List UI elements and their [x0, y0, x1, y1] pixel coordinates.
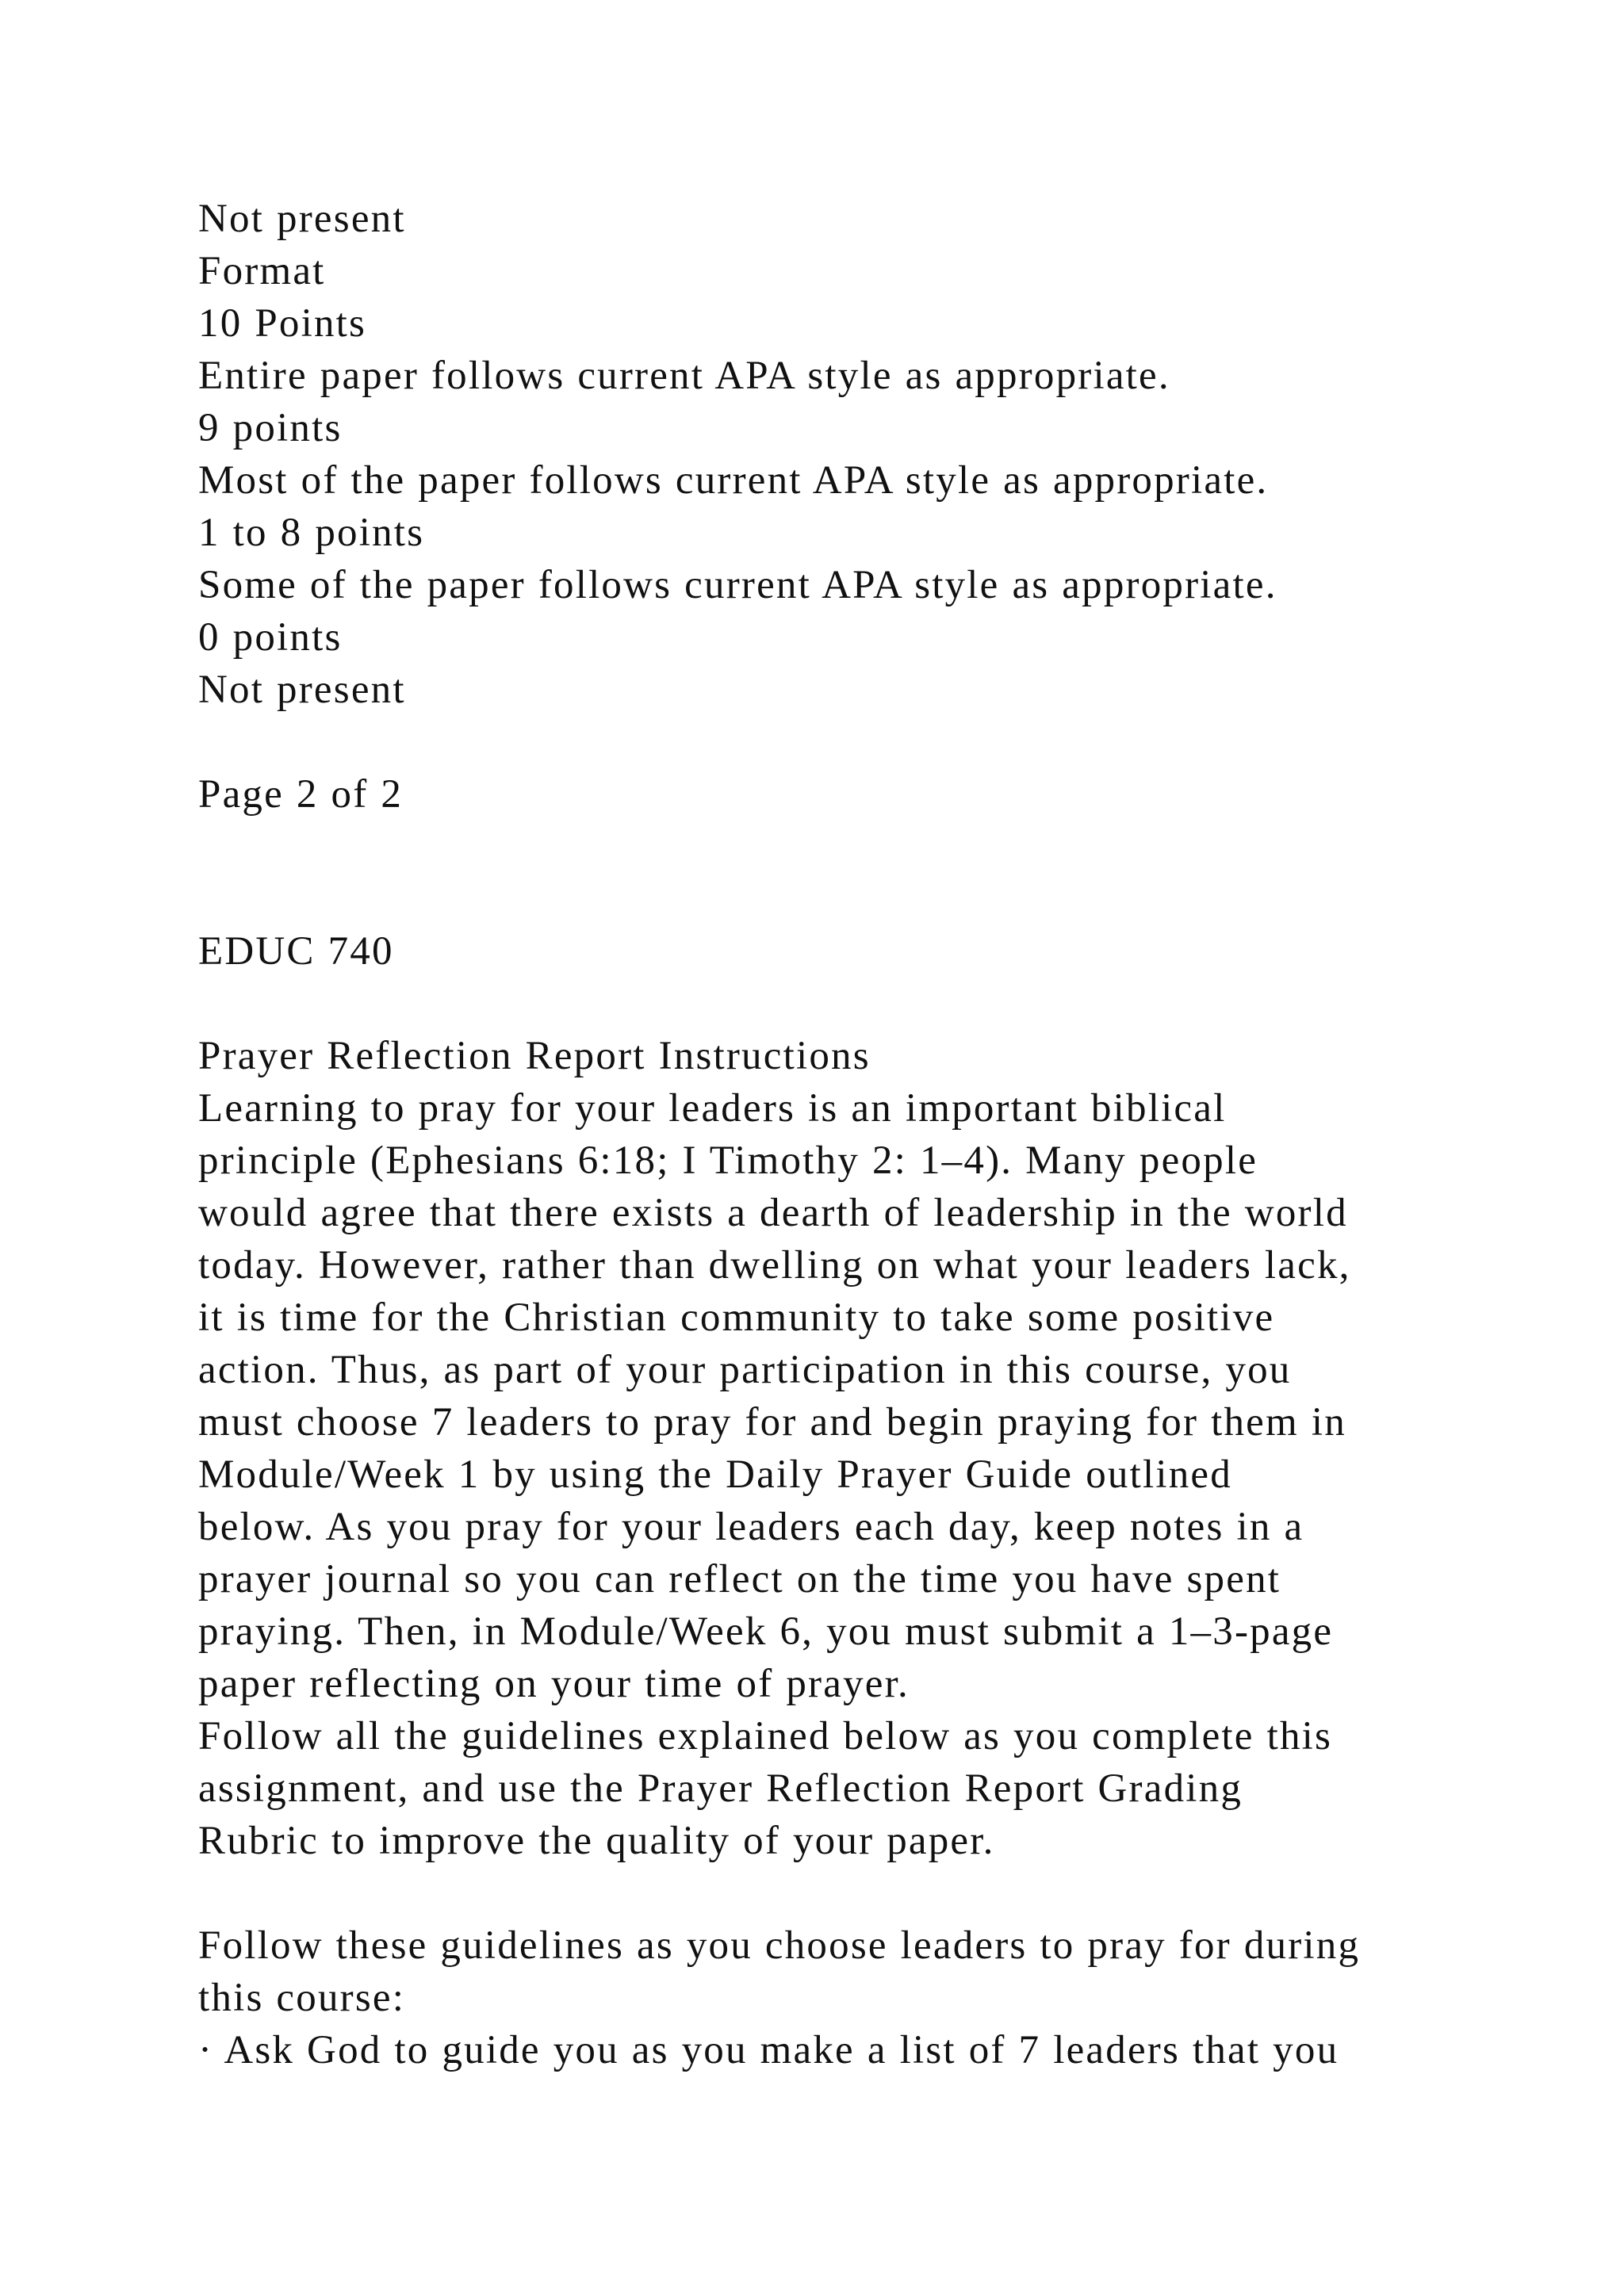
rubric-description-some: Some of the paper follows current APA style as appropriate.: [198, 563, 1277, 607]
document-text: [198, 193, 1546, 2076]
paragraph-line: praying. Then, in Module/Week 6, you must submit a 1–3-page: [198, 1609, 1334, 1654]
rubric-description-most: Most of the paper follows current APA style as appropriate.: [198, 458, 1269, 503]
paragraph-line: prayer journal so you can reflect on the time you have spent: [198, 1557, 1281, 1601]
paragraph-line: must choose 7 leaders to pray for and begin praying for them in: [198, 1400, 1346, 1445]
rubric-points-0: 0 points: [198, 615, 343, 660]
paragraph-line: Module/Week 1 by using the Daily Prayer Guide outlined: [198, 1452, 1232, 1497]
blank-line: [198, 716, 1546, 768]
paragraph-line: it is time for the Christian community to take some positive: [198, 1295, 1275, 1340]
course-code: EDUC 740: [198, 929, 394, 974]
blank-line: [198, 1867, 1546, 1919]
paragraph-line: Learning to pray for your leaders is an important biblical: [198, 1086, 1227, 1131]
blank-line: [198, 873, 1546, 925]
blank-line: [198, 978, 1546, 1030]
paragraph-line: assignment, and use the Prayer Reflection Report Grading: [198, 1766, 1243, 1811]
blank-line: [198, 821, 1546, 873]
paragraph-line: Rubric to improve the quality of your paper.: [198, 1819, 995, 1863]
paragraph-line: would agree that there exists a dearth of leadership in the world: [198, 1191, 1348, 1235]
paragraph-line: this course:: [198, 1976, 406, 2020]
rubric-criterion: Format: [198, 249, 326, 293]
paragraph-line: Follow these guidelines as you choose leaders to pray for during: [198, 1923, 1361, 1968]
paragraph-line: action. Thus, as part of your participation in this course, you: [198, 1348, 1292, 1392]
rubric-points-1-8: 1 to 8 points: [198, 511, 425, 555]
paragraph-line: principle (Ephesians 6:18; I Timothy 2: 1–4). Many people: [198, 1138, 1258, 1183]
paragraph-line: today. However, rather than dwelling on what your leaders lack,: [198, 1243, 1351, 1288]
paragraph-line: Follow all the guidelines explained below as you complete this: [198, 1714, 1333, 1758]
rubric-not-present: Not present: [198, 197, 406, 241]
instructions-title: Prayer Reflection Report Instructions: [198, 1034, 871, 1078]
paragraph-line: paper reflecting on your time of prayer.: [198, 1662, 910, 1706]
paragraph-line: below. As you pray for your leaders each day, keep notes in a: [198, 1505, 1304, 1549]
rubric-description-full: Entire paper follows current APA style as appropriate.: [198, 354, 1170, 398]
bullet-item: · Ask God to guide you as you make a list of 7 leaders that you: [198, 2028, 1339, 2072]
rubric-not-present: Not present: [198, 668, 406, 712]
page-number: Page 2 of 2: [198, 772, 404, 817]
rubric-points-max: 10 Points: [198, 301, 367, 346]
rubric-points-9: 9 points: [198, 406, 343, 450]
